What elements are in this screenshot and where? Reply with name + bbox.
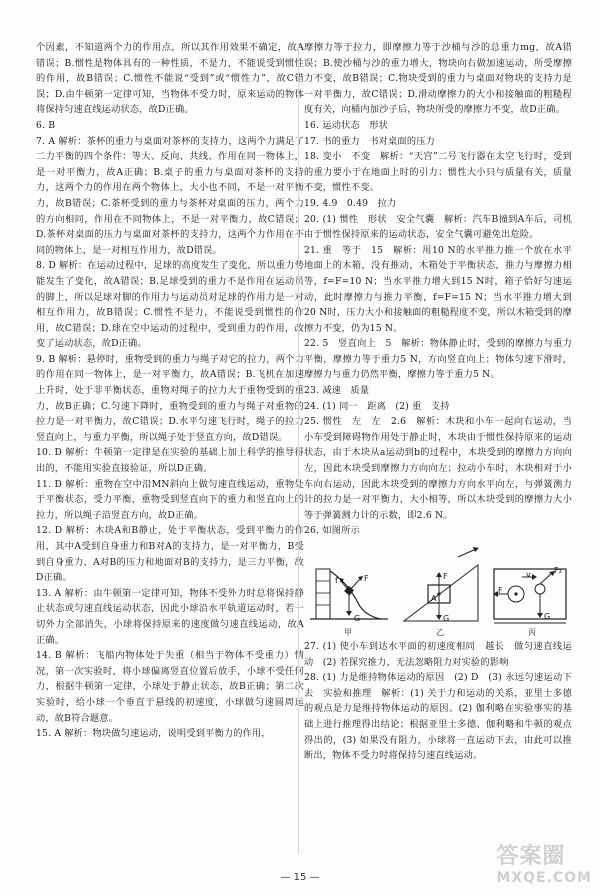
answer-entry: 7. A 解析：茶杯的重力与桌面对茶杯的支持力，这两个力满足了二力平衡的四个条件：等大、反向、共线、作用在同一物体上，是一对平衡力，故A正确；B.桌子的重力与桌面对茶杯的支持力，这两个力的作用在两个物体上，大小也不同，不是一对平衡力，故B错误；C.茶杯受到的重力与茶杯对桌面的压力，两个力的方向相同，作用在不同物体上，不是一对平衡力，故C错误；D.茶杯对桌面的压力与桌面对茶杯的支持力，这两个力作用在不同的物体上，是一对相互作用力，故D错误。 [36,135,304,256]
figure-label-bing: 丙 [528,628,537,637]
answer-entry: 25. 惯性 左 左 2.6 解析：木块和小车一起向右运动，当小车受到障碍物作用处于静止时，木块由于惯性保持原来的运动状态，由于木块从a运动到b的过程中，木块受到的摩擦力方向向左，因此木块受到摩擦力方向向左；拉动小车时，木块相对于小车向右运动，因此木块受到的摩擦力方向水平向左，与弹簧测力计的拉力是一对平衡力，大小相等，所以木块受到的摩擦力大小等于弹簧测力计的示数，即2.6 N。 [304,416,572,521]
page-number: — 15 — [280,872,320,883]
answer-entry: 18. 变小 不变 解析：“天宫”二号飞行器在太空飞行时，受到的重力要小于在地面上时的引力；惯性大小只与质量有关，质量不变，惯性不变。 [304,151,572,194]
force-label: F [498,586,503,595]
answer-entry: 21. 重 等于 15 解析：用10 N的水平推力推一个放在水平地面上的木箱，没有推动，木箱处于平衡状态，推力与摩擦力相等，f=F=10 N；当水平推力增大到15 N时，箱子恰好匀速运动，此时摩擦力与推力平衡，f=F=15 N；当水平推力增大到20 N时，压力大小和接触面的粗糙程度不变，所以木箱受到的摩擦力不变，仍为15 N。 [304,244,572,334]
answer-entry: 16. 运动状态 形状 [304,119,389,131]
watermark-logo [496,839,592,886]
diagram-incline [404,547,479,621]
watermark-top: 答案圈 [496,844,566,869]
answer-entry: 17. 书的重力 书对桌面的压力 [304,135,435,147]
force-label: A [431,594,437,603]
force-label: F₂ [554,566,563,575]
answer-entry: 19. 4.9 0.49 拉力 [304,197,397,209]
force-label: G [354,614,361,623]
answer-entry: 个因素，不知道两个力的作用点，所以其作用效果不确定，故A错误；B.惯性是物体具有的一种性质，不是力，不能说受到惯性的作用，故B错误；C.惯性不能说“受到”或“惯性力”，故C错误；D.由牛顿第一定律可知，当物体不受力时，原来运动的物体将保持匀速直线运动状态，故D正确。 [36,42,304,116]
answer-entry: 10. D 解析：牛顿第一定律是在实验的基础上加上科学的推导得出的，不能用实验直接验证，所以D正确。 [36,447,304,475]
right-column [304,40,572,764]
answer-entry: 15. A 解析：物块做匀速运动，说明受到平衡力的作用， [36,728,271,740]
answer-entry: 9. B 解析：悬停时，重物受到的重力与绳子对它的拉力，两个力的作用在同一物体上，是一对平衡力，故A错误；B.飞机在加速上升时，处于非平衡状态，重物对绳子的拉力大于重物受到的重力，故B正确；C.匀速下降时，重物受到的重力与绳子对重物的拉力是一对平衡力，故C错误；D.水平匀速飞行时，绳子的拉力竖直向上，与重力平衡，所以绳子处于竖直方向，故D错误。 [36,353,304,443]
answer-entry: 27. (1) 使小车到达水平面的初速度相同 越长 做匀速直线运动 (2) 若探究推力，无法忽略阻力对实验的影响 [304,641,572,668]
force-label: G [544,612,551,621]
force-label: F [364,574,369,583]
answer-entry: 23. 减速 质量 [304,385,370,397]
answer-entry: 14. B 解析：飞船内物体处于失重（相当于物体不受重力）情况，第一次实验时，将小球偏离竖直位置后放手，小球不受任何力，根据牛顿第一定律，小球处于静止状态，故B正确；第二次实验时，给小球一个垂直于悬线的初速度，小球做匀速圆周运动，故B符合题意。 [36,650,304,724]
force-label: v [526,570,531,579]
answer-entry: 12. D 解析：木块A和B静止，处于平衡状态，受到平衡力的作用，其中A受到自身重力和B对A的支持力，是一对平衡力，B受到自身重力、A对B的压力和地面对B的支持力，是三力平衡，故D正确。 [36,525,304,584]
figure-label-yi: 乙 [436,628,445,637]
answer-entry: 13. A 解析：由牛顿第一定律可知，物体不受外力时总将保持静止状态或匀速直线运动状态，因此小球沿水平轨道运动时，若一切外力全部消失，小球将保持原来的速度做匀速直线运动，故A正确。 [36,587,304,646]
answer-entry: 28. (1) 力是维持物体运动的原因 (2) D (3) 永远匀速运动下去 实验和推理 解析：(1) 关于力和运动的关系，亚里士多德的观点是力是维持物体运动的原因。(2) 伽利略在实验事实的基础上进行推理得出结论；根据亚里士多德、伽利略和牛顿的观点得出的，(3) 如果没有阻力，小球将一直运动下去，由此可以推断出，物体不受力时将保持匀速直线运动。 [304,672,572,762]
answer-entry: 11. D 解析：重物在空中沿MN斜向上做匀速直线运动，重物处于平衡状态，受力平衡，重物受到竖直向下的重力和竖直向上的拉力，所以绳子沿竖直方向，故D正确。 [36,478,304,521]
answer-entry: 24. (1) 同一 距离 (2) 重 支持 [304,400,450,412]
force-diagrams [308,541,572,637]
answer-entry: 摩擦力等于拉力，即摩擦力等于沙桶与沙的总重力mg，故A错误；B.使沙桶与沙的重力增大，物块向右做加速运动，所受摩擦力不变，故B错误；C.物块受到的重力与桌面对物块的支持力是一对平衡力，故C错误；D.滑动摩擦力的大小和接触面的粗糙程度有关，向桶内加沙子后，物块所受的摩擦力不变，故D正确。 [304,42,572,116]
watermark-bottom: MXQE.COM [496,870,592,886]
answer-entry: 8. D 解析：在运动过程中，足球的高度发生了变化，所以重力势能发生了变化，故A错误；B.足球受到的重力不是作用在运动员的脚上，所以足球对脚的作用力与运动员对足球的作用力是一对相互作用力，故B错误；C.惯性不是力，不能说受到惯性的作用，故C错误；D.球在空中运动的过程中，受到重力的作用，改变了运动状态，故D正确。 [36,260,304,350]
answer-entry: 20. (1) 惯性 形状 安全气囊 解析：汽车B撞到A车后，司机由于惯性保持原来的运动状态，安全气囊可避免出危险。 [304,213,572,241]
left-column [36,40,304,742]
answer-entry: 26. 如图所示 [304,525,360,537]
answer-entry: 22. 5 竖直向上 5 解析：物体静止时，受到的摩擦力与重力平衡，摩擦力等于重力5 N，方向竖直向上；物体匀速下滑时，摩擦力与重力仍然平衡，摩擦力等于重力5 N。 [304,338,572,381]
diagram-slide [310,569,388,619]
column-divider [298,44,299,854]
force-label: f [335,576,339,585]
figure-label-jia: 甲 [344,628,353,637]
answer-entry: 6. B [36,119,56,131]
force-label: G [443,614,450,623]
force-diagram-figure [308,541,572,637]
force-label: F [443,572,448,581]
